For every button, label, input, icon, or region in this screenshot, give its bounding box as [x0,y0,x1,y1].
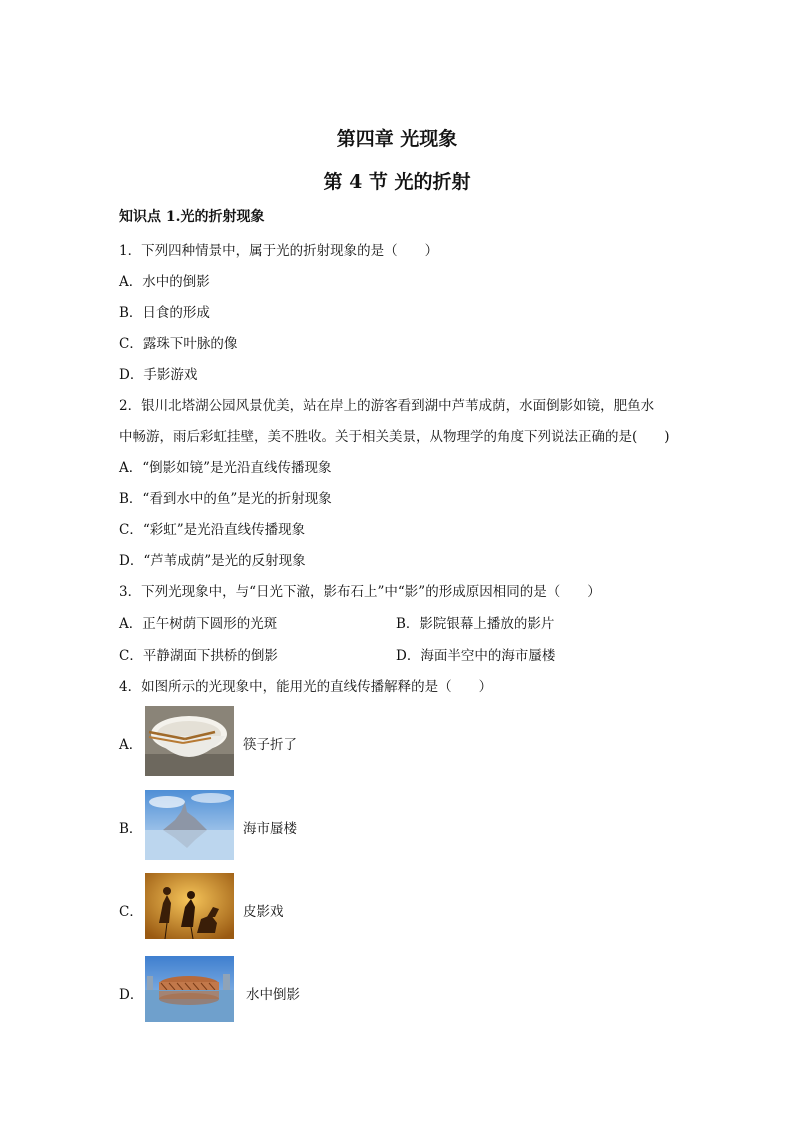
question-3-option-b: B．影院银幕上播放的影片 [396,616,555,632]
question-2-stem-line-1: 2．银川北塔湖公园风景优美，站在岸上的游客看到湖中芦苇成荫，水面倒影如镜，肥鱼水 [119,398,655,414]
section-title: 第 4 节 光的折射 [323,171,471,193]
chapter-title: 第四章 光现象 [336,128,458,150]
question-4-stem: 4．如图所示的光现象中，能用光的直线传播解释的是（ ） [119,679,493,695]
question-2-stem-line-2: 中畅游，雨后彩虹挂壁，美不胜收。关于相关美景，从物理学的角度下列说法正确的是( ) [119,429,670,445]
question-1-option-b: B．日食的形成 [119,305,210,321]
question-4-option-b-text: 海市蜃楼 [243,821,297,837]
question-3-option-c: C．平静湖面下拱桥的倒影 [119,648,278,664]
shadow-puppets-image [145,873,234,939]
question-4-option-a-text: 筷子折了 [243,737,297,753]
question-2-option-d: D．“芦苇成荫”是光的反射现象 [119,553,306,569]
knowledge-point-heading: 知识点 1.光的折射现象 [119,209,265,225]
mirage-image [145,790,234,860]
question-4-option-d-letter: D． [119,987,144,1003]
question-1-option-d: D．手影游戏 [119,367,198,383]
question-3-option-d: D．海面半空中的海市蜃楼 [396,648,556,664]
question-1-option-c: C．露珠下叶脉的像 [119,336,238,352]
question-3-stem: 3．下列光现象中，与“日光下澈，影布石上”中“影”的形成原因相同的是（ ） [119,584,601,600]
question-1-stem: 1．下列四种情景中，属于光的折射现象的是（ ） [119,243,439,259]
question-4-option-a-letter: A． [119,737,143,753]
question-4-option-b-letter: B． [119,821,143,837]
chopsticks-in-bowl-image [145,706,234,776]
question-4-option-c-letter: C． [119,904,143,920]
question-2-option-a: A．“倒影如镜”是光沿直线传播现象 [119,460,332,476]
question-3-option-a: A．正午树荫下圆形的光斑 [119,616,278,632]
question-2-option-c: C．“彩虹”是光沿直线传播现象 [119,522,306,538]
question-4-option-c-text: 皮影戏 [243,904,284,920]
question-2-option-b: B．“看到水中的鱼”是光的折射现象 [119,491,332,507]
reflection-in-water-image [145,956,234,1022]
question-1-option-a: A．水中的倒影 [119,274,210,290]
question-4-option-d-text: 水中倒影 [246,987,300,1003]
